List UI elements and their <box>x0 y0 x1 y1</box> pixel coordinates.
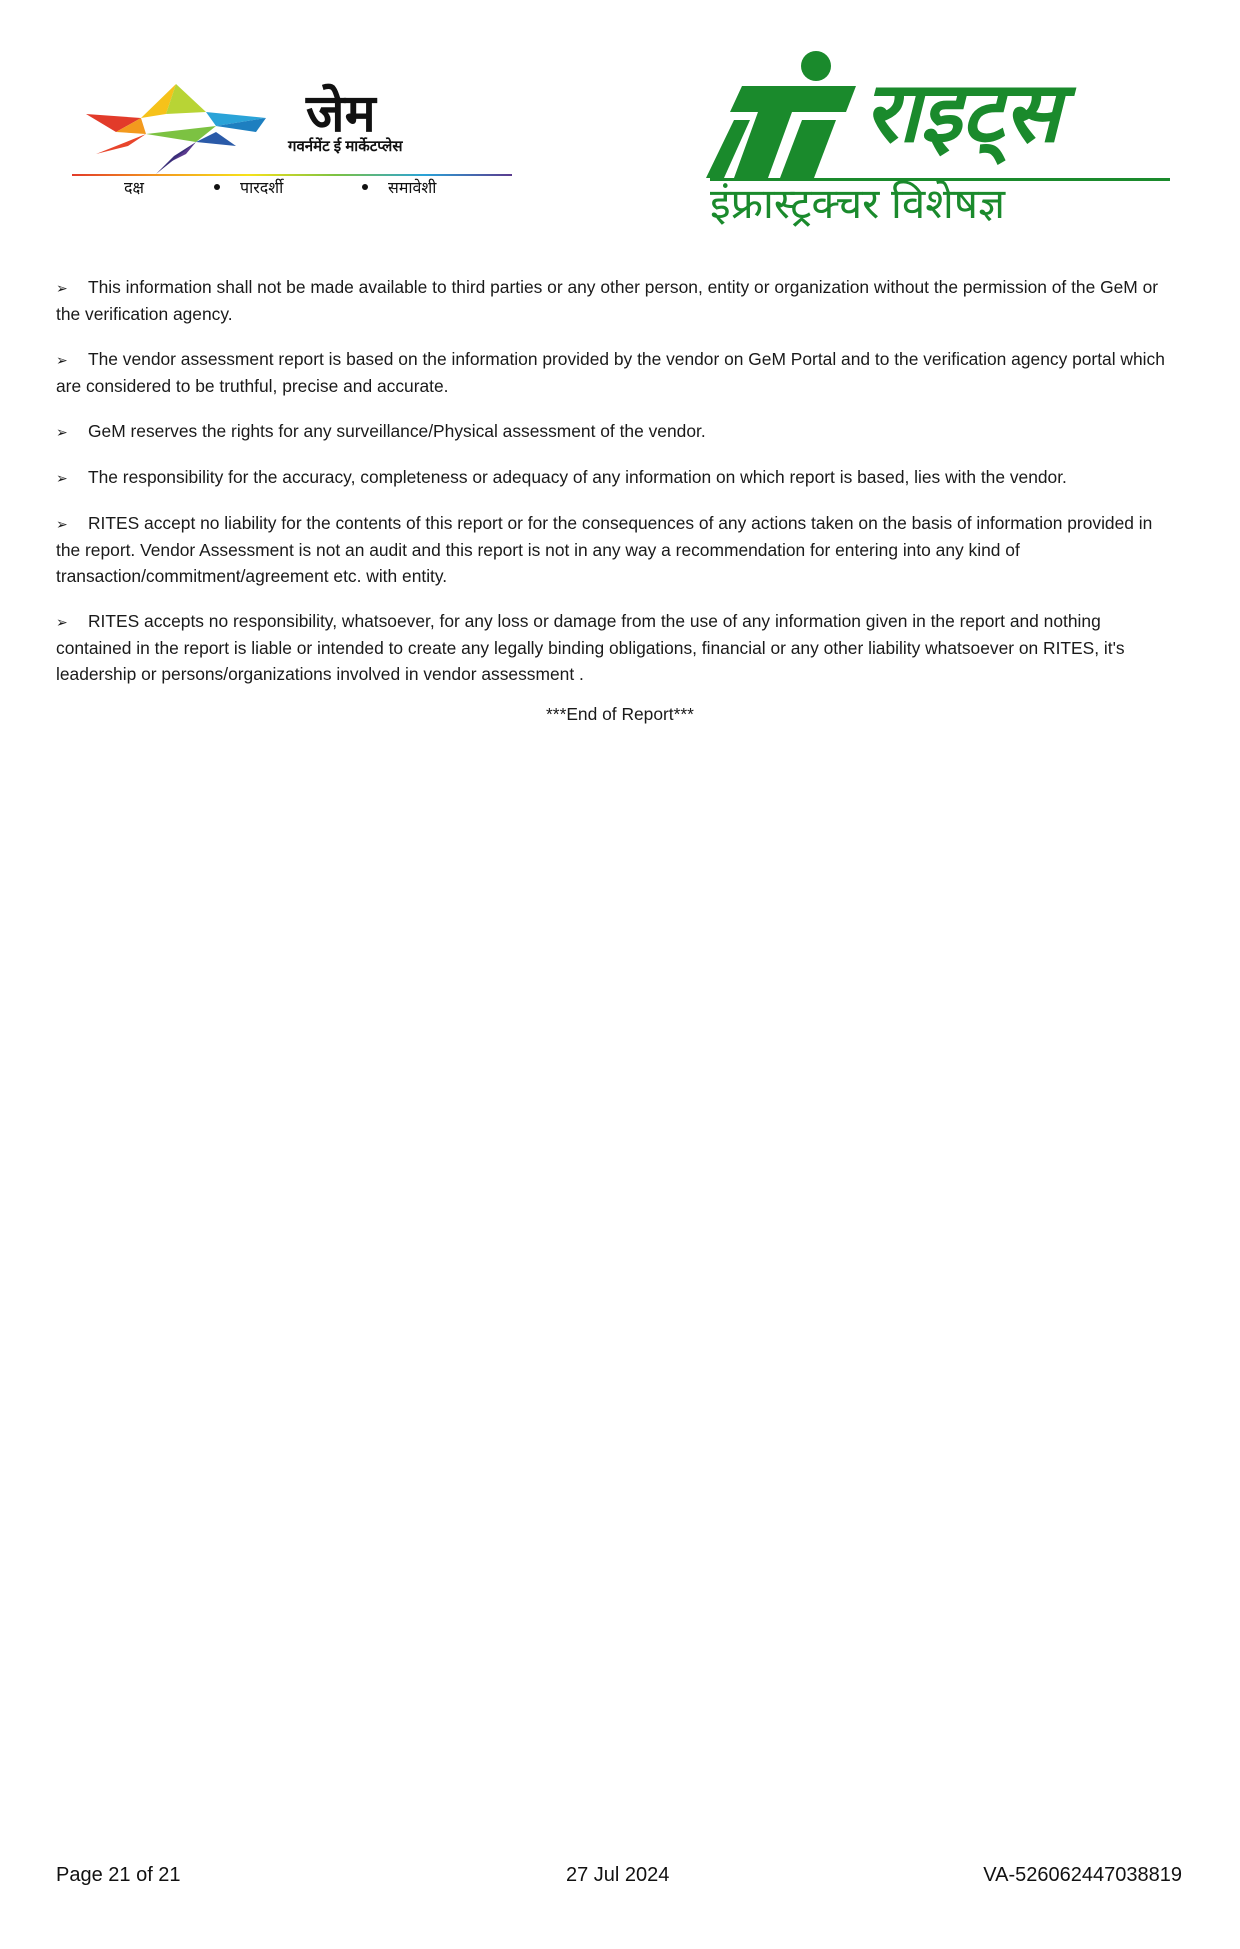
disclaimer-item <box>56 346 1176 399</box>
gem-wordmark: जेम <box>306 85 376 143</box>
arrow-bullet-icon: ➢ <box>56 280 68 296</box>
disclaimer-item <box>56 608 1176 687</box>
disclaimer-text: The responsibility for the accuracy, completeness or adequacy of any information on which report is based, lies with the vendor. <box>88 467 1067 487</box>
report-reference: VA-526062447038819 <box>983 1864 1182 1886</box>
gem-tagline-item: समावेशी <box>388 180 437 197</box>
rites-logo <box>706 50 1176 230</box>
gem-subtitle: गवर्नमेंट ई मार्केटप्लेस <box>288 138 403 155</box>
arrow-bullet-icon: ➢ <box>56 352 68 368</box>
disclaimer-text: GeM reserves the rights for any surveillance/Physical assessment of the vendor. <box>88 421 706 441</box>
rites-wordmark: राइट्स <box>864 65 1061 159</box>
disclaimer-item <box>56 510 1176 589</box>
rites-tagline: इंफ्रास्ट्रक्चर विशेषज्ञ <box>710 180 1006 227</box>
gem-tagline-item: पारदर्शी <box>240 180 284 197</box>
arrow-bullet-icon: ➢ <box>56 470 68 486</box>
disclaimer-text: RITES accept no liability for the contents of this report or for the consequences of any actions taken on the basis of information provided in the report. Vendor Assessment is not an audit and this report is not in any way a recommendation for entering into any kind of transaction/commitment/agreement etc. with entity. <box>56 513 1153 586</box>
disclaimer-text: RITES accepts no responsibility, whatsoever, for any loss or damage from the use of any information given in the report and nothing contained in the report is liable or intended to create any legally binding obligations, financial or any other liability whatsoever on RITES, it's leadership or persons/organizations involved in vendor assessment . <box>56 611 1125 684</box>
arrow-bullet-icon: ➢ <box>56 614 68 630</box>
gem-logo <box>72 84 512 204</box>
arrow-bullet-icon: ➢ <box>56 424 68 440</box>
dot-icon <box>214 184 220 190</box>
disclaimer-item <box>56 418 1176 445</box>
page-number: Page 21 of 21 <box>56 1864 181 1886</box>
disclaimer-list <box>56 274 1176 706</box>
disclaimer-text: The vendor assessment report is based on the information provided by the vendor on GeM Portal and to the verification agency portal which are considered to be truthful, precise and accurate. <box>56 349 1165 396</box>
dot-icon <box>362 184 368 190</box>
report-date: 27 Jul 2024 <box>566 1864 670 1886</box>
gem-star-icon <box>86 84 286 174</box>
disclaimer-text: This information shall not be made available to third parties or any other person, entity or organization without the permission of the GeM or the verification agency. <box>56 277 1159 324</box>
disclaimer-item <box>56 464 1176 491</box>
gem-tagline-item: दक्ष <box>124 180 144 197</box>
end-of-report: ***End of Report*** <box>546 704 694 724</box>
rites-mark-icon <box>706 50 856 178</box>
disclaimer-item <box>56 274 1176 327</box>
arrow-bullet-icon: ➢ <box>56 516 68 532</box>
